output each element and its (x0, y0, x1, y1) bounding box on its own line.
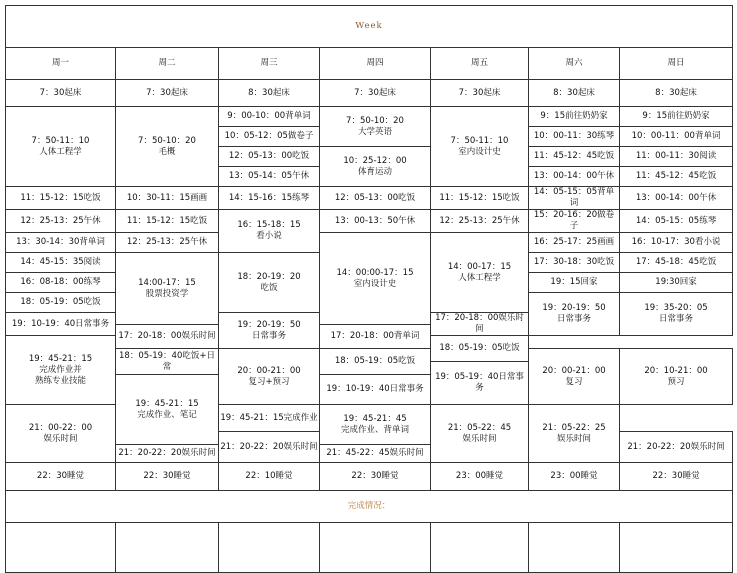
schedule-cell: 19：20-19：50 日常事务 (219, 313, 320, 349)
schedule-cell: 17：20-18：00娱乐时间 (431, 313, 529, 336)
schedule-cell: 22：30睡觉 (620, 463, 733, 491)
schedule-cell: 7：50-11：10 室内设计史 (431, 107, 529, 187)
schedule-cell: 14：05-15：05背单词 (529, 187, 620, 210)
day-header-sun: 周日 (620, 48, 733, 80)
schedule-cell: 18：05-19：05吃饭 (431, 336, 529, 362)
schedule-cell: 7：30起床 (6, 80, 116, 107)
schedule-cell: 18：20-19：20 吃饭 (219, 253, 320, 313)
schedule-cell: 10：05-12：05做卷子 (219, 127, 320, 147)
schedule-cell: 23：00睡觉 (529, 463, 620, 491)
schedule-cell: 10：30-11：15画画 (116, 187, 219, 210)
completion-label: 完成情况： (6, 491, 733, 523)
schedule-cell: 11：00-11：30阅读 (620, 147, 733, 167)
schedule-cell: 12：05-13：00吃饭 (219, 147, 320, 167)
schedule-cell: 14：00-17：15 人体工程学 (431, 233, 529, 313)
schedule-cell: 22：30睡觉 (6, 463, 116, 491)
completion-box-sun[interactable] (620, 523, 733, 573)
schedule-cell: 19：10-19：40日常事务 (320, 375, 431, 405)
schedule-cell: 19：45-21：15 完成作业、笔记 (116, 375, 219, 445)
schedule-cell: 10：25-12：00 体育运动 (320, 147, 431, 187)
day-header-wed: 周三 (219, 48, 320, 80)
schedule-cell: 19：05-19：40日常事务 (431, 362, 529, 405)
schedule-cell: 17：20-18：00娱乐时间 (116, 325, 219, 349)
schedule-cell: 19：20-19：50 日常事务 (529, 293, 620, 336)
schedule-cell: 12：25-13：25午休 (116, 233, 219, 253)
schedule-cell: 17：45-18：45吃饭 (620, 253, 733, 273)
schedule-cell: 13：00-14：00午休 (529, 167, 620, 187)
schedule-cell: 7：30起床 (431, 80, 529, 107)
schedule-cell: 19：45-21：15完成作业 (219, 405, 320, 432)
schedule-cell: 21：45-22：45娱乐时间 (320, 445, 431, 463)
schedule-cell: 22：10睡觉 (219, 463, 320, 491)
completion-box-wed[interactable] (219, 523, 320, 573)
schedule-cell: 19：45-21：15 完成作业并 熟练专业技能 (6, 336, 116, 405)
schedule-cell: 7：50-10：20 大学英语 (320, 107, 431, 147)
schedule-cell: 8：30起床 (529, 80, 620, 107)
schedule-cell: 18：05-19：05吃饭 (320, 349, 431, 375)
schedule-cell: 23：00睡觉 (431, 463, 529, 491)
schedule-cell: 16：25-17：25画画 (529, 233, 620, 253)
schedule-cell: 15：20-16：20做卷子 (529, 210, 620, 233)
completion-box-tue[interactable] (116, 523, 219, 573)
schedule-cell: 16：10-17：30看小说 (620, 233, 733, 253)
schedule-cell: 9：15前往奶奶家 (620, 107, 733, 127)
schedule-cell: 16：15-18：15 看小说 (219, 210, 320, 253)
schedule-cell: 11：45-12：45吃饭 (620, 167, 733, 187)
schedule-cell: 21：05-22：25 娱乐时间 (529, 405, 620, 463)
schedule-cell: 7：30起床 (116, 80, 219, 107)
schedule-cell: 22：30睡觉 (320, 463, 431, 491)
schedule-cell: 19:30回家 (620, 273, 733, 293)
schedule-cell: 12：05-13：00吃饭 (320, 187, 431, 210)
schedule-cell: 14：15-16：15练琴 (219, 187, 320, 210)
schedule-cell: 19：10-19：40日常事务 (6, 313, 116, 336)
schedule-cell: 8：30起床 (219, 80, 320, 107)
schedule-cell: 11：15-12：15吃饭 (431, 187, 529, 210)
schedule-cell: 22：30睡觉 (116, 463, 219, 491)
schedule-cell: 14：05-15：05练琴 (620, 210, 733, 233)
schedule-cell: 9：00-10：00背单词 (219, 107, 320, 127)
schedule-cell: 8：30起床 (620, 80, 733, 107)
schedule-cell: 11：15-12：15吃饭 (116, 210, 219, 233)
completion-box-thu[interactable] (320, 523, 431, 573)
schedule-cell: 12：25-13：25午休 (6, 210, 116, 233)
schedule-cell: 20：10-21：00 预习 (620, 349, 733, 405)
day-header-fri: 周五 (431, 48, 529, 80)
schedule-cell: 21：00-22：00 娱乐时间 (6, 405, 116, 463)
day-header-tue: 周二 (116, 48, 219, 80)
day-header-sat: 周六 (529, 48, 620, 80)
page-title: Week (6, 6, 733, 48)
completion-box-fri[interactable] (431, 523, 529, 573)
schedule-cell: 9：15前往奶奶家 (529, 107, 620, 127)
day-header-thu: 周四 (320, 48, 431, 80)
schedule-table (5, 5, 733, 573)
schedule-cell: 11：15-12：15吃饭 (6, 187, 116, 210)
schedule-cell: 13：05-14：05午休 (219, 167, 320, 187)
schedule-cell: 19：35-20：05 日常事务 (620, 293, 733, 336)
schedule-cell: 21：20-22：20娱乐时间 (116, 445, 219, 463)
schedule-cell: 13：00-13：50午休 (320, 210, 431, 233)
day-header-mon: 周一 (6, 48, 116, 80)
schedule-cell: 12：25-13：25午休 (431, 210, 529, 233)
schedule-cell: 7：50-10：20 毛概 (116, 107, 219, 187)
completion-box-mon[interactable] (6, 523, 116, 573)
schedule-cell: 16：08-18：00练琴 (6, 273, 116, 293)
schedule-cell: 20：00-21：00 复习 (529, 349, 620, 405)
schedule-cell: 21：20-22：20娱乐时间 (219, 432, 320, 463)
schedule-cell: 10：00-11：30练琴 (529, 127, 620, 147)
schedule-cell: 7：30起床 (320, 80, 431, 107)
schedule-cell: 14：45-15：35阅读 (6, 253, 116, 273)
completion-box-sat[interactable] (529, 523, 620, 573)
schedule-cell: 14:00-17：15 股票投资学 (116, 253, 219, 325)
schedule-cell: 19：45-21：45 完成作业、背单词 (320, 405, 431, 445)
schedule-cell: 10：00-11：00背单词 (620, 127, 733, 147)
schedule-cell: 21：05-22：45 娱乐时间 (431, 405, 529, 463)
schedule-cell: 17：30-18：30吃饭 (529, 253, 620, 273)
schedule-cell: 17：20-18：00背单词 (320, 325, 431, 349)
schedule-cell: 13：30-14：30背单词 (6, 233, 116, 253)
schedule-cell: 20：00-21：00 复习+预习 (219, 349, 320, 405)
schedule-cell: 18：05-19：40吃饭+日常 (116, 349, 219, 375)
schedule-cell: 19：15回家 (529, 273, 620, 293)
schedule-cell: 21：20-22：20娱乐时间 (620, 432, 733, 463)
schedule-cell: 13：00-14：00午休 (620, 187, 733, 210)
schedule-cell: 7：50-11：10 人体工程学 (6, 107, 116, 187)
schedule-cell: 11：45-12：45吃饭 (529, 147, 620, 167)
schedule-cell: 18：05-19：05吃饭 (6, 293, 116, 313)
schedule-cell: 14：00:00-17：15 室内设计史 (320, 233, 431, 325)
